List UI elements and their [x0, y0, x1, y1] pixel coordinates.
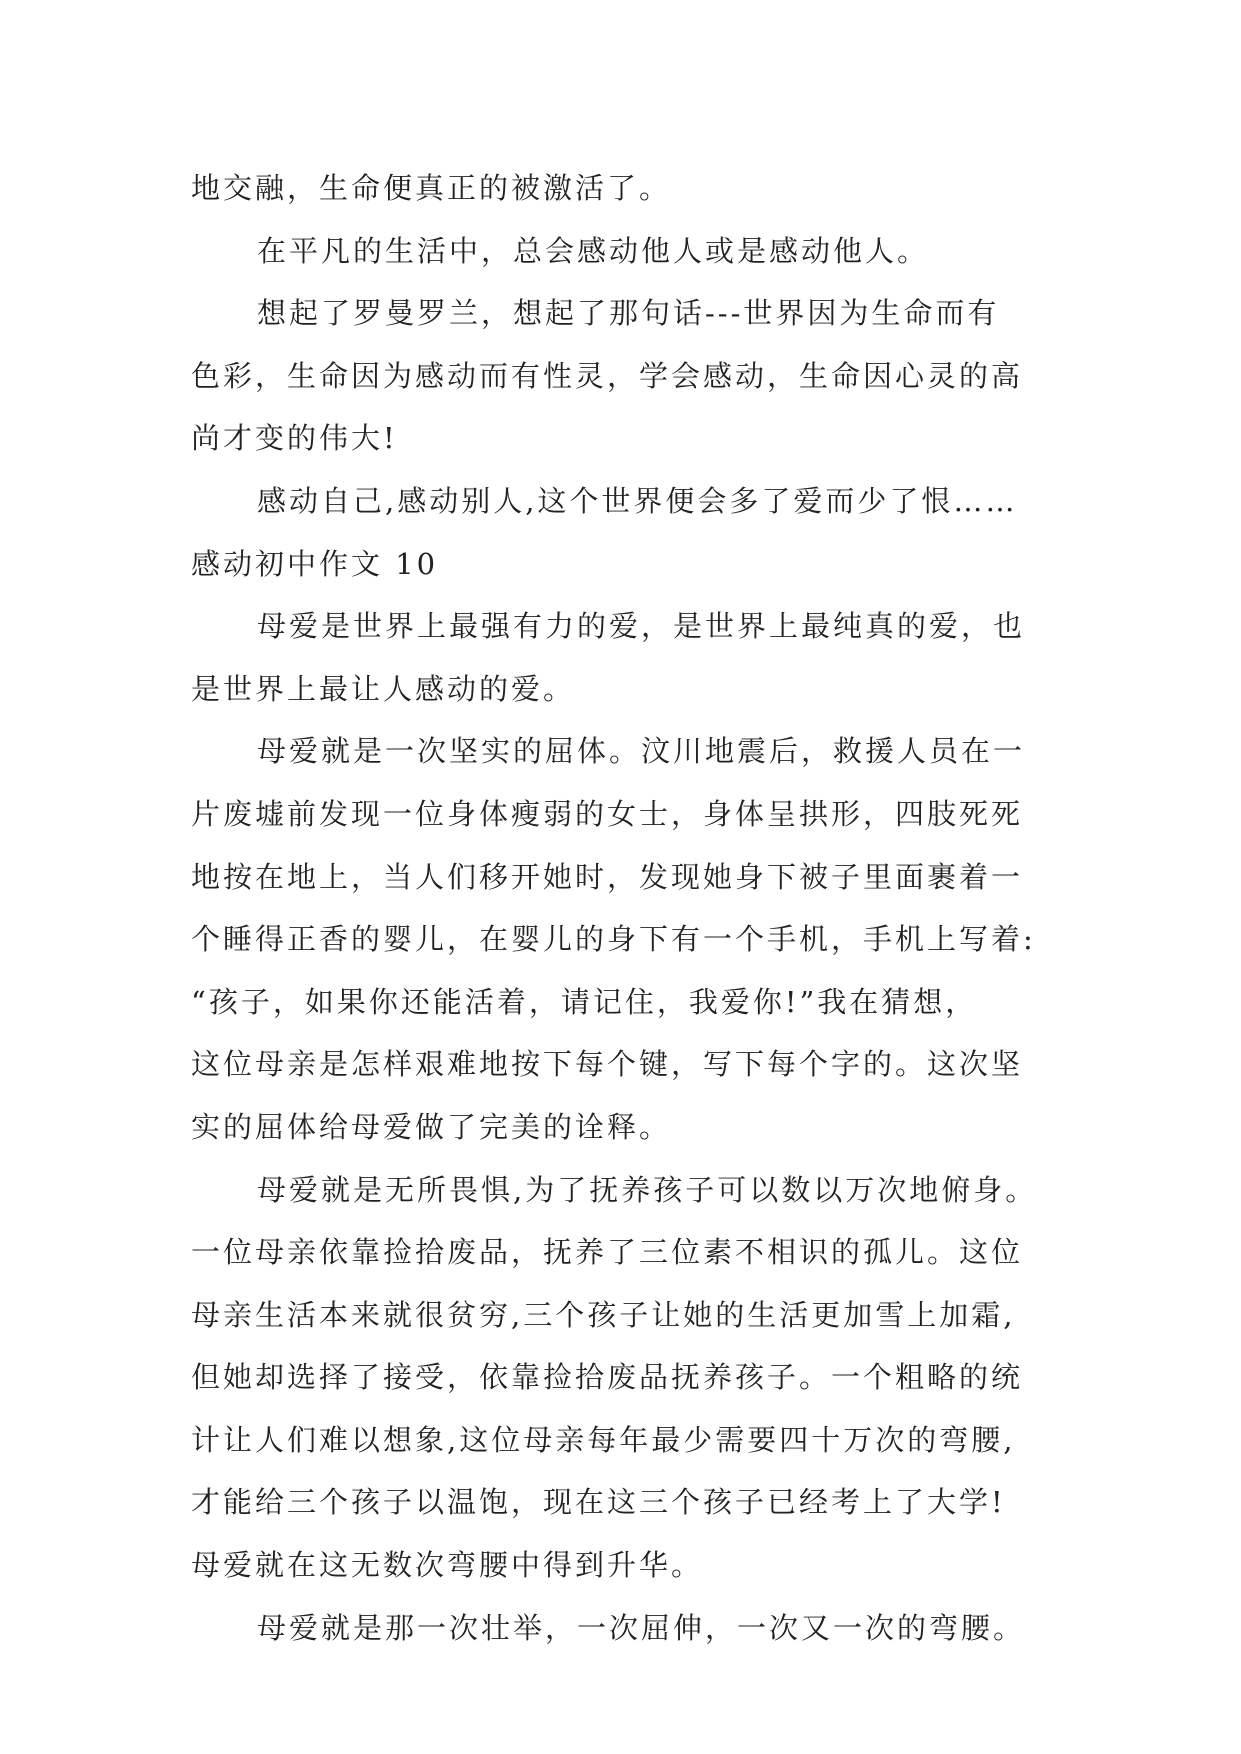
- text-line: 母爱就是无所畏惧,为了抚养孩子可以数以万次地俯身。: [257, 1172, 1038, 1207]
- text-line: 才能给三个孩子以温饱，现在这三个孩子已经考上了大学!: [191, 1485, 1006, 1520]
- text-line: 是世界上最让人感动的爱。: [191, 671, 576, 706]
- text-line: 在平凡的生活中，总会感动他人或是感动他人。: [257, 233, 930, 268]
- text-line: 地交融，生命便真正的被激活了。: [191, 171, 672, 205]
- text-line: 个睡得正香的婴儿，在婴儿的身下有一个手机，手机上写着:: [191, 922, 1036, 957]
- text-line: 尚才变的伟大!: [191, 421, 398, 456]
- text-line: 母亲生活本来就很贫穷,三个孩子让她的生活更加雪上加霜,: [191, 1297, 1016, 1332]
- text-line: 母爱是世界上最强有力的爱，是世界上最纯真的爱，也: [257, 609, 1026, 644]
- text-line: 感动自己,感动别人,这个世界便会多了爱而少了恨……: [257, 483, 1018, 518]
- text-line: 母爱就是那一次壮举，一次屈伸，一次又一次的弯腰。: [257, 1610, 1026, 1645]
- text-line: 计让人们难以想象,这位母亲每年最少需要四十万次的弯腰,: [191, 1422, 1016, 1457]
- text-line: 片废墟前发现一位身体瘦弱的女士，身体呈拱形，四肢死死: [191, 796, 1024, 831]
- section-heading: 感动初中作文 10: [191, 546, 439, 581]
- text-line: 实的屈体给母爱做了完美的诠释。: [191, 1109, 672, 1144]
- text-line: 色彩，生命因为感动而有性灵，学会感动，生命因心灵的高: [191, 358, 1024, 393]
- article-body: [191, 157, 1071, 1659]
- text-line: 想起了罗曼罗兰，想起了那句话---世界因为生命而有: [257, 296, 1000, 331]
- text-line: 母爱就在这无数次弯腰中得到升华。: [191, 1548, 704, 1583]
- text-line: 母爱就是一次坚实的屈体。汶川地震后，救援人员在一: [257, 734, 1026, 769]
- text-line: “孩子，如果你还能活着，请记住，我爱你!”我在猜想，: [191, 984, 978, 1019]
- text-line: 地按在地上，当人们移开她时，发现她身下被子里面裹着一: [191, 859, 1024, 894]
- text-line: 这位母亲是怎样艰难地按下每个键，写下每个字的。这次坚: [191, 1047, 1024, 1082]
- text-line: 但她却选择了接受，依靠捡拾废品抚养孩子。一个粗略的统: [191, 1360, 1024, 1395]
- text-line: 一位母亲依靠捡拾废品，抚养了三位素不相识的孤儿。这位: [191, 1235, 1024, 1270]
